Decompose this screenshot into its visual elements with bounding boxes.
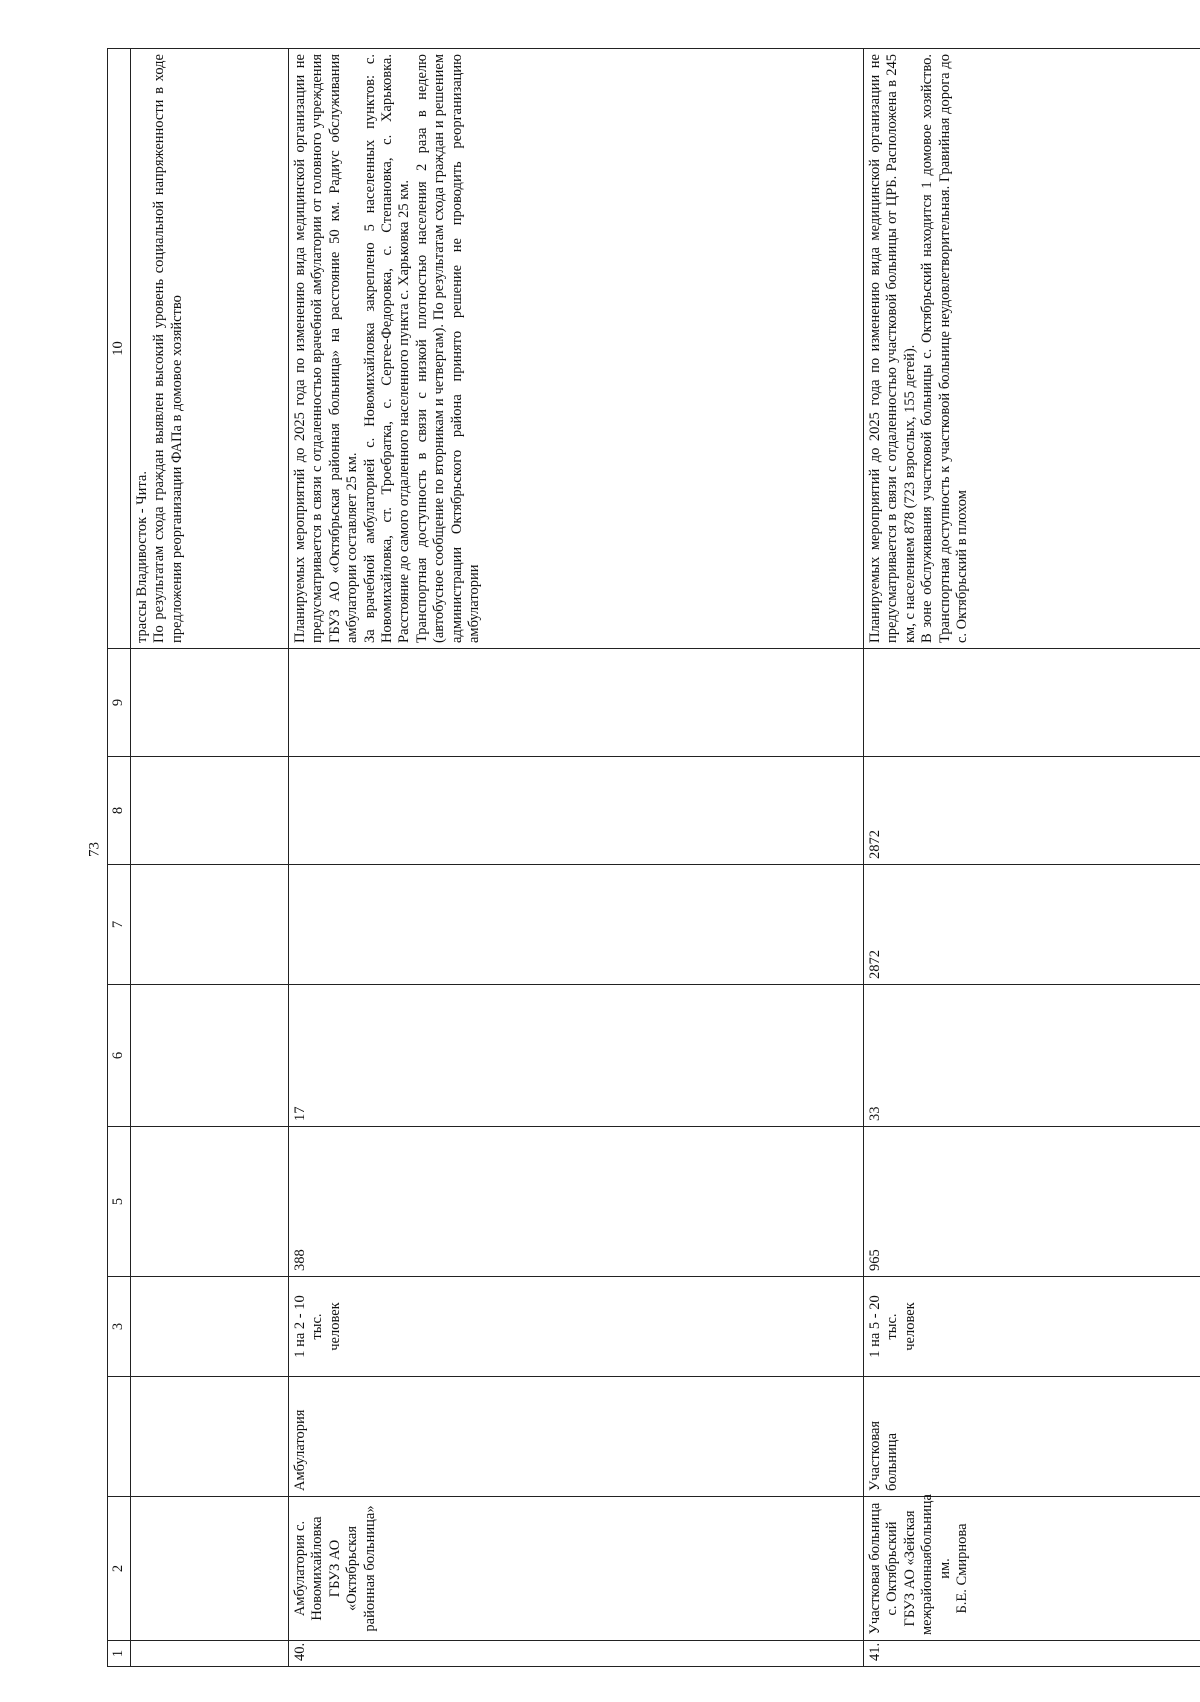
facility-type: Амбулатория	[289, 1377, 864, 1497]
col-header-8: 8	[108, 757, 131, 865]
col-header-10: 10	[108, 49, 131, 649]
col8-value	[289, 757, 864, 865]
rotated-table-container	[107, 49, 1131, 1667]
facility-name: Участковая больница с. Октябрьский ГБУЗ АО «Зейская межрайоннаябольница им. Б.Е. Смирнова	[864, 1497, 1200, 1641]
table-row	[864, 49, 1200, 1667]
table-row	[289, 49, 864, 1667]
col5-value: 388	[289, 1127, 864, 1277]
description: Планируемых мероприятий до 2025 года по изменению вида медицинской организации не предусматривается в связи с отдаленностью врачебной амбулатории от головного учреждения ГБУЗ АО «Октябрьская районная больница» на расстояние 50 км. Радиус обслуживания амбулатории составляет 25 км. За врачебной амбулаторией с. Новомихайловка закреплено 5 населенных пунктов: с. Новомихайловка, ст. Троебратка, с. Сергее-Федоровка, с. Степановка, с. Харьковка. Расстояние до самого отдаленного населенного пункта с. Харьковка 25 км. Транспортная доступность в связи с низкой плотностью населения 2 раза в неделю (автобусное сообщение по вторникам и четвергам). По результатам схода граждан и решением администрации Октябрьского района принято решение не проводить реорганизацию амбулатории	[289, 49, 864, 649]
col9-value	[864, 649, 1200, 757]
header-row	[108, 49, 131, 1667]
col8-value: 2872	[864, 757, 1200, 865]
col-header-6: 6	[108, 985, 131, 1127]
col5-value: 965	[864, 1127, 1200, 1277]
col7-value	[289, 865, 864, 985]
row-number: 40.	[289, 1641, 864, 1667]
page-number: 73	[86, 842, 103, 857]
facility-name: Амбулатория с. Новомихайловка ГБУЗ АО «Октябрьская районная больница»	[289, 1497, 864, 1641]
row-number: 41.	[864, 1641, 1200, 1667]
col6-value: 17	[289, 985, 864, 1127]
description: Планируемых мероприятий до 2025 года по изменению вида медицинской организации не предусматривается в связи с отдаленностью участковой больницы от ЦРБ. Расположена в 245 км, с населением 878 (723 взрослых, 155 детей). В зоне обслуживания участковой больницы с. Октябрьский находится 1 домовое хозяйство. Транспортная доступность к участковой больнице неудовлетворительная. Гравийная дорога до с. Октябрьский в плохом	[864, 49, 1200, 649]
col9-value	[289, 649, 864, 757]
col-header-2: 2	[108, 1497, 131, 1641]
data-table	[107, 48, 1200, 1667]
col7-value: 2872	[864, 865, 1200, 985]
col6-value: 33	[864, 985, 1200, 1127]
continuation-row	[131, 49, 289, 1667]
col-header-1: 1	[108, 1641, 131, 1667]
norm: 1 на 5 - 20 тыс. человек	[864, 1277, 1200, 1377]
col-header-blank	[108, 1377, 131, 1497]
continuation-line: трассы Владивосток - Чита.	[134, 471, 150, 643]
continuation-line: По результатам схода граждан выявлен высокий уровень социальной напряженности в ходе предложения реорганизации ФАПа в домовое хозяйство	[151, 54, 185, 643]
continuation-text	[131, 49, 289, 649]
norm: 1 на 2 - 10 тыс. человек	[289, 1277, 864, 1377]
facility-type: Участковая больница	[864, 1377, 1200, 1497]
col-header-3: 3	[108, 1277, 131, 1377]
col-header-7: 7	[108, 865, 131, 985]
col-header-5: 5	[108, 1127, 131, 1277]
col-header-9: 9	[108, 649, 131, 757]
